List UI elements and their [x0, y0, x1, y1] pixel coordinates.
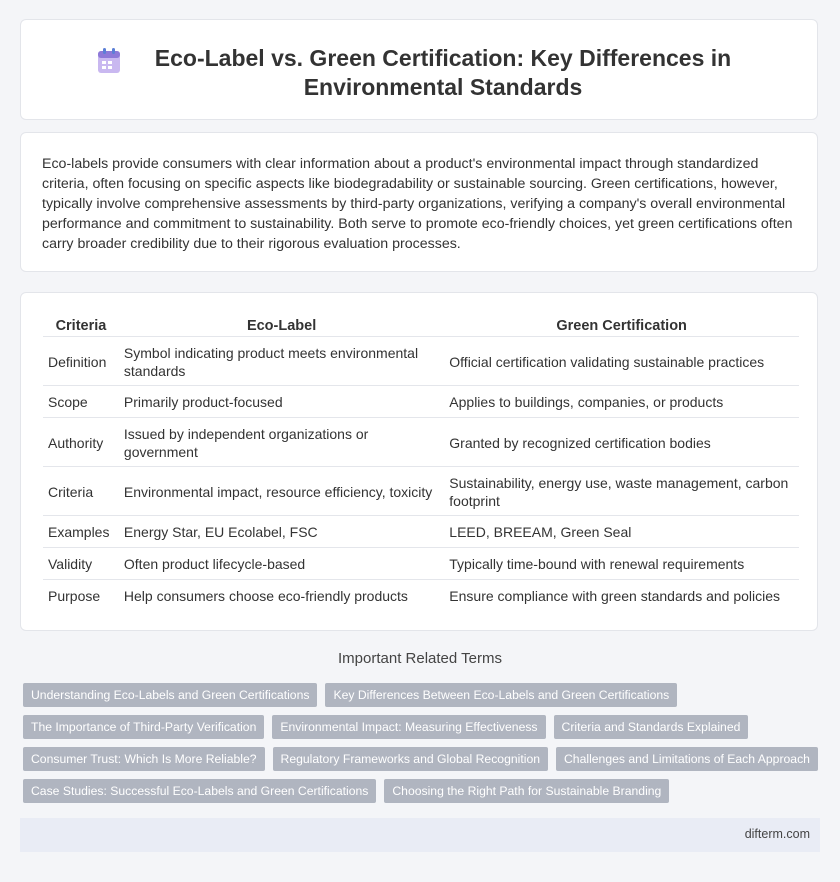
- related-term-tag[interactable]: The Importance of Third-Party Verification: [23, 715, 264, 739]
- table-cell: Scope: [43, 386, 119, 418]
- related-term-tag[interactable]: Regulatory Frameworks and Global Recognition: [273, 747, 548, 771]
- table-header: Green Certification: [444, 314, 799, 337]
- related-term-tag[interactable]: Criteria and Standards Explained: [554, 715, 749, 739]
- table-cell: Environmental impact, resource efficiency, toxicity: [119, 467, 444, 516]
- related-terms-tags: [23, 683, 813, 811]
- table-cell: Examples: [43, 516, 119, 548]
- calendar-icon: [95, 46, 125, 76]
- intro-card: [20, 132, 818, 272]
- related-term-tag[interactable]: Key Differences Between Eco-Labels and Green Certifications: [325, 683, 677, 707]
- related-term-tag[interactable]: Consumer Trust: Which Is More Reliable?: [23, 747, 265, 771]
- table-cell: LEED, BREEAM, Green Seal: [444, 516, 799, 548]
- page-title: Eco-Label vs. Green Certification: Key Differences in Environmental Standards: [154, 45, 732, 100]
- table-row: [43, 337, 799, 386]
- table-cell: Authority: [43, 418, 119, 467]
- related-term-tag[interactable]: Challenges and Limitations of Each Approach: [556, 747, 818, 771]
- table-row: [43, 418, 799, 467]
- table-row: [43, 548, 799, 580]
- table-header: Criteria: [43, 314, 119, 337]
- table-cell: Often product lifecycle-based: [119, 548, 444, 580]
- footer-site-link[interactable]: difterm.com: [744, 827, 810, 841]
- table-header: Eco-Label: [119, 314, 444, 337]
- table-cell: Help consumers choose eco-friendly products: [123, 588, 408, 604]
- table-cell: Criteria: [43, 467, 119, 516]
- table-row: [43, 580, 799, 612]
- table-row: [43, 516, 799, 548]
- table-cell: Definition: [43, 337, 119, 386]
- intro-text: Eco-labels provide consumers with clear information about a product's environmental impact through standardized criteria, often focusing on specific aspects like biodegradability or sustainable sourcing. Green certifications, however, typically involve comprehensive assessments by third-party organizations, verifying a company's overall environmental performance and commitment to sustainability. Both serve to promote eco-friendly choices, yet green certifications often carry broader credibility due to their rigorous evaluation processes.: [42, 156, 793, 252]
- comparison-table: [43, 314, 799, 611]
- table-cell: Validity: [43, 548, 119, 580]
- related-term-tag[interactable]: Case Studies: Successful Eco-Labels and Green Certifications: [23, 779, 376, 803]
- table-cell: Symbol indicating product meets environmental standards: [119, 337, 444, 386]
- related-term-tag[interactable]: Choosing the Right Path for Sustainable Branding: [384, 779, 669, 803]
- table-cell: Energy Star, EU Ecolabel, FSC: [119, 516, 444, 548]
- related-term-tag[interactable]: Understanding Eco-Labels and Green Certifications: [23, 683, 317, 707]
- table-cell: Granted by recognized certification bodies: [444, 418, 799, 467]
- table-cell: Official certification validating sustainable practices: [444, 337, 799, 386]
- related-terms-title: Important Related Terms: [338, 650, 502, 667]
- table-cell: Purpose: [48, 588, 101, 604]
- table-cell: Typically time-bound with renewal requirements: [444, 548, 799, 580]
- related-term-tag[interactable]: Environmental Impact: Measuring Effectiveness: [272, 715, 545, 739]
- table-cell: Sustainability, energy use, waste management, carbon footprint: [444, 467, 799, 516]
- table-cell: Issued by independent organizations or government: [119, 418, 444, 467]
- table-cell: Primarily product-focused: [119, 386, 444, 418]
- comparison-table-card: [20, 292, 818, 631]
- footer: [20, 818, 820, 852]
- table-cell: Applies to buildings, companies, or products: [444, 386, 799, 418]
- table-cell: Ensure compliance with green standards and policies: [449, 588, 781, 604]
- header-card: [20, 19, 818, 120]
- table-row: [43, 467, 799, 516]
- table-row: [43, 386, 799, 418]
